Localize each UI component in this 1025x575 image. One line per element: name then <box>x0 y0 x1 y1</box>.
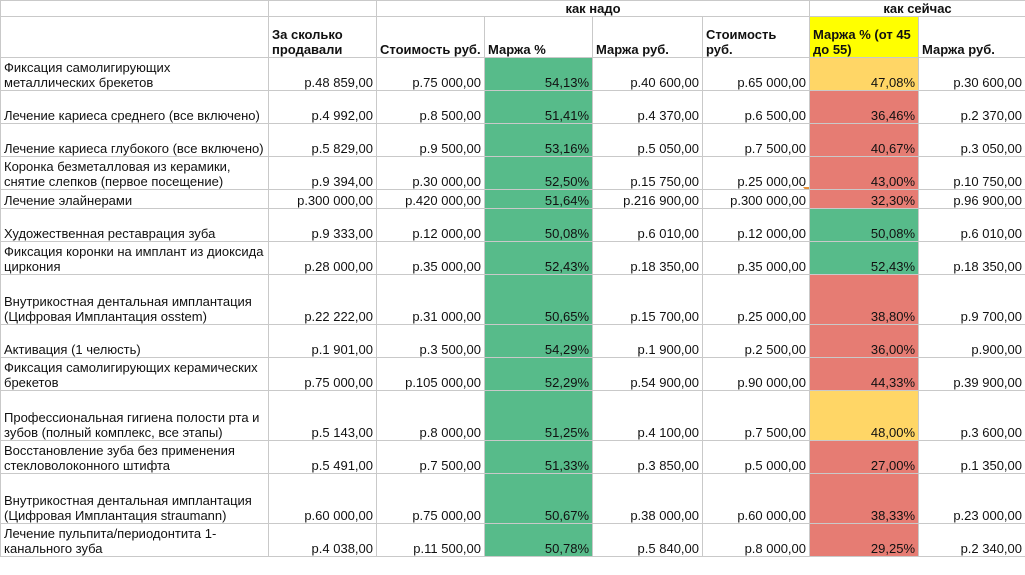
table-row <box>1 124 1025 157</box>
margin-pct-cell[interactable]: 50,67% <box>485 474 593 524</box>
margin-rub-cell[interactable]: р.18 350,00 <box>593 242 703 275</box>
empty-cell[interactable] <box>269 1 377 17</box>
margin-rub-cell[interactable]: р.5 050,00 <box>593 124 703 157</box>
header-current-margin-pct[interactable]: Маржа % (от 45 до 55) <box>810 17 919 58</box>
table-row <box>1 474 1025 524</box>
table-row <box>1 524 1025 557</box>
sold-for-cell[interactable]: р.28 000,00 <box>269 242 377 275</box>
sold-for-cell[interactable]: р.5 491,00 <box>269 441 377 474</box>
empty-cell[interactable] <box>1 1 269 17</box>
margin-rub-cell[interactable]: р.6 010,00 <box>593 209 703 242</box>
service-name-cell[interactable]: Профессиональная гигиена полости рта и зубов (полный комплекс, все этапы) <box>1 391 269 441</box>
header-cost[interactable]: Стоимость руб. <box>377 17 485 58</box>
current-margin-rub-cell[interactable]: р.3 050,00 <box>919 124 1025 157</box>
margin-pct-cell[interactable]: 51,33% <box>485 441 593 474</box>
current-margin-pct-cell[interactable]: 36,46% <box>810 91 919 124</box>
current-margin-pct-cell[interactable]: 38,33% <box>810 474 919 524</box>
header-margin-rub[interactable]: Маржа руб. <box>593 17 703 58</box>
current-margin-pct-cell[interactable]: 36,00% <box>810 325 919 358</box>
margin-rub-cell[interactable]: р.3 850,00 <box>593 441 703 474</box>
service-name-cell[interactable]: Фиксация самолигирующих керамических брекетов <box>1 358 269 391</box>
current-margin-rub-cell[interactable]: р.9 700,00 <box>919 275 1025 325</box>
current-cost-cell[interactable]: р.12 000,00 <box>703 209 810 242</box>
group-current[interactable]: как сейчас <box>810 1 1025 17</box>
current-cost-cell[interactable]: р.65 000,00 <box>703 58 810 91</box>
sold-for-cell[interactable]: р.22 222,00 <box>269 275 377 325</box>
current-margin-rub-cell[interactable]: р.900,00 <box>919 325 1025 358</box>
table-row <box>1 91 1025 124</box>
cost-cell[interactable]: р.8 000,00 <box>377 391 485 441</box>
cost-cell[interactable]: р.75 000,00 <box>377 58 485 91</box>
cost-cell[interactable]: р.105 000,00 <box>377 358 485 391</box>
current-margin-pct-cell[interactable]: 44,33% <box>810 358 919 391</box>
group-header-row <box>1 1 1025 17</box>
margin-rub-cell[interactable]: р.38 000,00 <box>593 474 703 524</box>
sold-for-cell[interactable]: р.60 000,00 <box>269 474 377 524</box>
current-margin-rub-cell[interactable]: р.30 600,00 <box>919 58 1025 91</box>
cost-cell[interactable]: р.75 000,00 <box>377 474 485 524</box>
current-margin-rub-cell[interactable]: р.10 750,00 <box>919 157 1025 190</box>
current-cost-cell[interactable]: р.60 000,00 <box>703 474 810 524</box>
current-cost-cell[interactable]: р.2 500,00 <box>703 325 810 358</box>
margin-pct-cell[interactable]: 52,29% <box>485 358 593 391</box>
current-margin-pct-cell[interactable]: 29,25% <box>810 524 919 557</box>
current-margin-pct-cell[interactable]: 50,08% <box>810 209 919 242</box>
table-row <box>1 209 1025 242</box>
cost-cell[interactable]: р.11 500,00 <box>377 524 485 557</box>
current-margin-rub-cell[interactable]: р.23 000,00 <box>919 474 1025 524</box>
margin-rub-cell[interactable]: р.4 100,00 <box>593 391 703 441</box>
current-margin-rub-cell[interactable]: р.2 340,00 <box>919 524 1025 557</box>
cost-cell[interactable]: р.31 000,00 <box>377 275 485 325</box>
service-name-cell[interactable]: Фиксация самолигирующих металлических брекетов <box>1 58 269 91</box>
current-cost-cell[interactable]: р.7 500,00 <box>703 124 810 157</box>
table-row <box>1 358 1025 391</box>
current-margin-pct-cell[interactable]: 52,43% <box>810 242 919 275</box>
table-row <box>1 275 1025 325</box>
cost-cell[interactable]: р.9 500,00 <box>377 124 485 157</box>
current-cost-cell[interactable]: р.35 000,00 <box>703 242 810 275</box>
service-name-cell[interactable]: Восстановление зуба без применения стекловолоконного штифта <box>1 441 269 474</box>
margin-pct-cell[interactable]: 50,78% <box>485 524 593 557</box>
current-margin-rub-cell[interactable]: р.2 370,00 <box>919 91 1025 124</box>
current-margin-rub-cell[interactable]: р.6 010,00 <box>919 209 1025 242</box>
current-margin-pct-cell[interactable]: 47,08% <box>810 58 919 91</box>
service-name-cell[interactable]: Активация (1 челюсть) <box>1 325 269 358</box>
table-row <box>1 242 1025 275</box>
current-margin-pct-cell[interactable]: 38,80% <box>810 275 919 325</box>
sold-for-cell[interactable]: р.1 901,00 <box>269 325 377 358</box>
current-margin-rub-cell[interactable]: р.96 900,00 <box>919 190 1025 209</box>
margin-pct-cell[interactable]: 52,50% <box>485 157 593 190</box>
service-name-cell[interactable]: Фиксация коронки на имплант из диоксида циркония <box>1 242 269 275</box>
comment-indicator-icon[interactable] <box>803 187 810 190</box>
cost-cell[interactable]: р.8 500,00 <box>377 91 485 124</box>
service-name-cell[interactable]: Внутрикостная дентальная имплантация (Цифровая Имплантация osstem) <box>1 275 269 325</box>
current-margin-pct-cell[interactable]: 43,00% <box>810 157 919 190</box>
margin-pct-cell[interactable]: 51,25% <box>485 391 593 441</box>
service-name-cell[interactable]: Лечение пульпита/периодонтита 1-канального зуба <box>1 524 269 557</box>
service-name-cell[interactable]: Коронка безметалловая из керамики, снятие слепков (первое посещение) <box>1 157 269 190</box>
current-margin-pct-cell[interactable]: 48,00% <box>810 391 919 441</box>
service-name-cell[interactable]: Художественная реставрация зуба <box>1 209 269 242</box>
sold-for-cell[interactable]: р.48 859,00 <box>269 58 377 91</box>
cost-cell[interactable]: р.420 000,00 <box>377 190 485 209</box>
margin-pct-cell[interactable]: 54,13% <box>485 58 593 91</box>
current-margin-pct-cell[interactable]: 27,00% <box>810 441 919 474</box>
service-name-cell[interactable]: Внутрикостная дентальная имплантация (Цифровая Имплантация straumann) <box>1 474 269 524</box>
current-cost-cell[interactable]: р.25 000,00 <box>703 157 810 190</box>
header-sold-for[interactable]: За сколько продавали <box>269 17 377 58</box>
table-row <box>1 58 1025 91</box>
header-current-margin-rub[interactable]: Маржа руб. <box>919 17 1025 58</box>
current-cost-cell[interactable]: р.6 500,00 <box>703 91 810 124</box>
service-name-cell[interactable]: Лечение кариеса среднего (все включено) <box>1 91 269 124</box>
sold-for-cell[interactable]: р.300 000,00 <box>269 190 377 209</box>
cost-cell[interactable]: р.35 000,00 <box>377 242 485 275</box>
current-cost-cell[interactable]: р.25 000,00 <box>703 275 810 325</box>
header-current-cost[interactable]: Стоимость руб. <box>703 17 810 58</box>
current-margin-pct-cell[interactable]: 40,67% <box>810 124 919 157</box>
table-row <box>1 325 1025 358</box>
sold-for-cell[interactable]: р.4 992,00 <box>269 91 377 124</box>
current-cost-cell[interactable]: р.8 000,00 <box>703 524 810 557</box>
sold-for-cell[interactable]: р.75 000,00 <box>269 358 377 391</box>
cost-cell[interactable]: р.7 500,00 <box>377 441 485 474</box>
current-cost-cell[interactable]: р.300 000,00 <box>703 190 810 209</box>
cost-cell[interactable]: р.30 000,00 <box>377 157 485 190</box>
cost-cell[interactable]: р.12 000,00 <box>377 209 485 242</box>
column-header-row <box>1 17 1025 58</box>
margin-rub-cell[interactable]: р.5 840,00 <box>593 524 703 557</box>
current-margin-rub-cell[interactable]: р.39 900,00 <box>919 358 1025 391</box>
table-row <box>1 441 1025 474</box>
margin-pct-cell[interactable]: 52,43% <box>485 242 593 275</box>
margin-pct-cell[interactable]: 50,65% <box>485 275 593 325</box>
margin-rub-cell[interactable]: р.216 900,00 <box>593 190 703 209</box>
margin-rub-cell[interactable]: р.15 750,00 <box>593 157 703 190</box>
margin-rub-cell[interactable]: р.54 900,00 <box>593 358 703 391</box>
current-margin-rub-cell[interactable]: р.18 350,00 <box>919 242 1025 275</box>
sold-for-cell[interactable]: р.5 143,00 <box>269 391 377 441</box>
current-margin-rub-cell[interactable]: р.1 350,00 <box>919 441 1025 474</box>
table-row <box>1 157 1025 190</box>
margin-pct-cell[interactable]: 51,41% <box>485 91 593 124</box>
current-cost-cell[interactable]: р.7 500,00 <box>703 391 810 441</box>
sold-for-cell[interactable]: р.9 394,00 <box>269 157 377 190</box>
sold-for-cell[interactable]: р.4 038,00 <box>269 524 377 557</box>
empty-cell[interactable] <box>1 17 269 58</box>
margin-pct-cell[interactable]: 51,64% <box>485 190 593 209</box>
margin-rub-cell[interactable]: р.15 700,00 <box>593 275 703 325</box>
service-name-cell[interactable]: Лечение элайнерами <box>1 190 269 209</box>
group-should[interactable]: как надо <box>377 1 810 17</box>
margin-rub-cell[interactable]: р.40 600,00 <box>593 58 703 91</box>
table-row <box>1 190 1025 209</box>
cost-cell[interactable]: р.3 500,00 <box>377 325 485 358</box>
sold-for-cell[interactable]: р.9 333,00 <box>269 209 377 242</box>
margin-rub-cell[interactable]: р.1 900,00 <box>593 325 703 358</box>
table-row <box>1 391 1025 441</box>
current-cost-cell[interactable]: р.5 000,00 <box>703 441 810 474</box>
current-margin-rub-cell[interactable]: р.3 600,00 <box>919 391 1025 441</box>
margin-pct-cell[interactable]: 54,29% <box>485 325 593 358</box>
current-margin-pct-cell[interactable]: 32,30% <box>810 190 919 209</box>
margin-pct-cell[interactable]: 53,16% <box>485 124 593 157</box>
margin-rub-cell[interactable]: р.4 370,00 <box>593 91 703 124</box>
service-name-cell[interactable]: Лечение кариеса глубокого (все включено) <box>1 124 269 157</box>
header-margin-pct[interactable]: Маржа % <box>485 17 593 58</box>
sold-for-cell[interactable]: р.5 829,00 <box>269 124 377 157</box>
current-cost-cell[interactable]: р.90 000,00 <box>703 358 810 391</box>
margin-pct-cell[interactable]: 50,08% <box>485 209 593 242</box>
